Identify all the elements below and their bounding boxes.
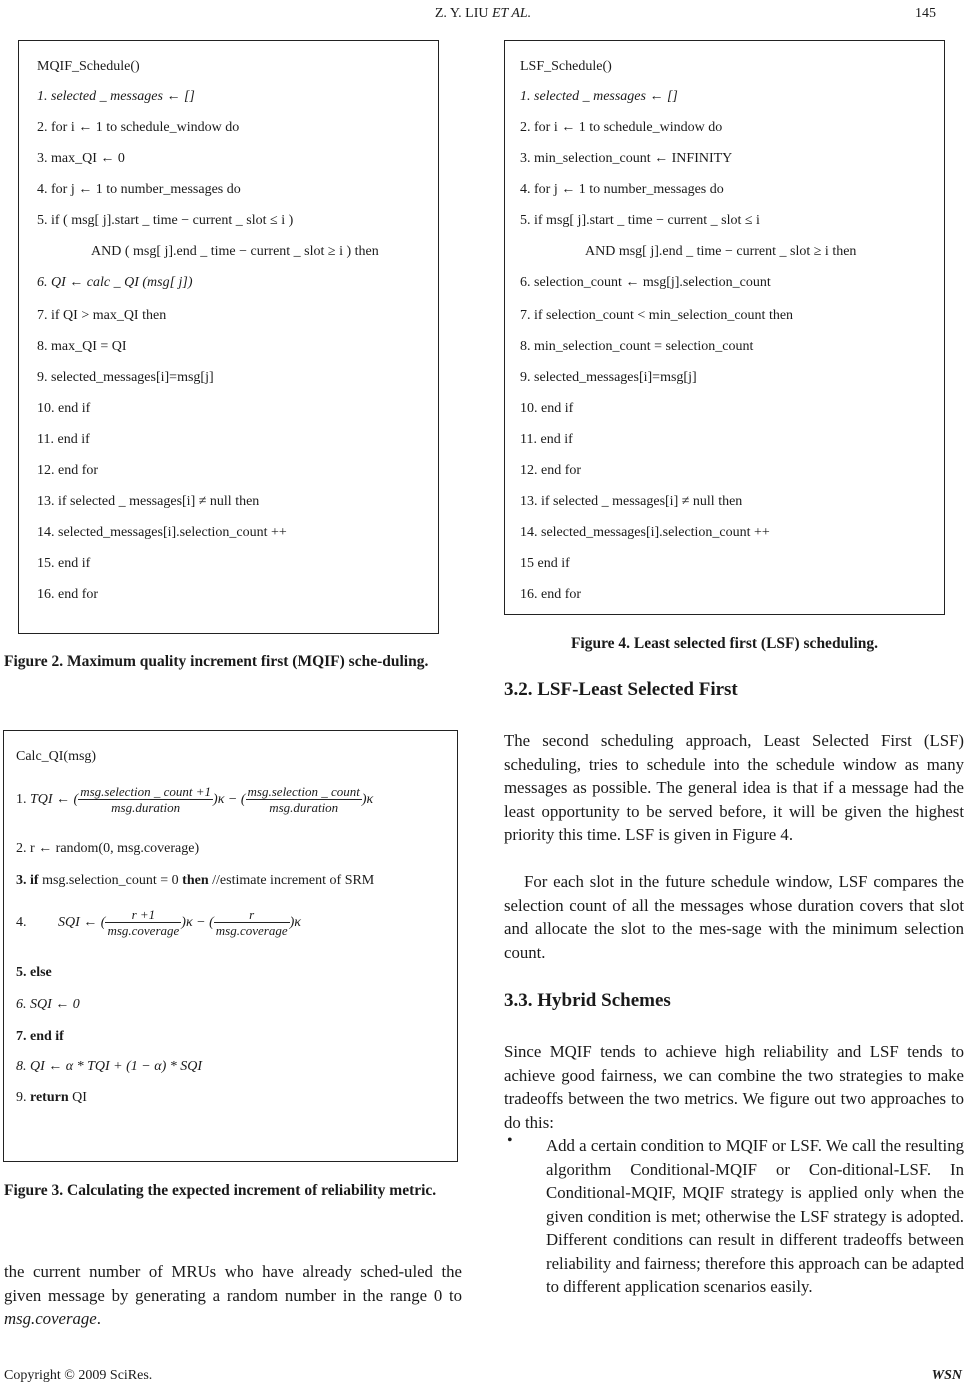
mqif-line: 14. selected_messages[i].selection_count ++ [37,525,287,540]
mqif-line: 5. if ( msg[ j].start _ time − current _ slot ≤ i ) [37,213,294,228]
bullet-item-1: Add a certain condition to MQIF or LSF. We call the resulting algorithm Conditional-MQIF or Con-ditional-LSF. In Conditional-MQIF, MQIF strategy is applied only when the given condition is met; otherwise the LSF strategy is adopted. Different conditions can result in different tradeoffs between reliability and fairness; therefore this approach can be adapted to different application scenarios easily. [546,1136,964,1296]
lsf-line: 10. end if [520,401,574,416]
figure-4-caption: Figure 4. Least selected first (LSF) scheduling. [570,635,879,652]
lsf-line: 15 end if [520,556,570,571]
section-3-2-heading: 3.2. LSF-Least Selected First [504,679,738,700]
lsf-line: 14. selected_messages[i].selection_count ++ [520,525,770,540]
calc-line-5: 5. else [16,965,52,980]
mqif-line: 1. selected _ messages ← [] [37,89,195,104]
mqif-line: 3. max_QI ← 0 [37,151,125,166]
tqi-fraction-2: $\frac{\text{msg.selection \_ count}}{\text{msg.duration}}$ [247,784,360,816]
lsf-line: 16. end for [520,587,582,602]
calc-line-7: 7. end if [16,1029,64,1044]
lsf-algorithm-box [504,40,945,615]
lsf-line: 11. end if [520,432,573,447]
section-3-2-paragraph-1: The second scheduling approach, Least Selected First (LSF) scheduling, tries to schedule into the schedule window as many messages as possible. The general idea is that if a message had the least opportunity to be served before, it will be given the highest priority this time. LSF is given in Figure 4. [504,731,964,844]
section-3-3-paragraph: Since MQIF tends to achieve high reliability and LSF tends to achieve good fairness, we can combine the two strategies to make tradeoffs between the two metrics. We figure out two approaches to do this: [504,1042,964,1132]
mqif-line: AND ( msg[ j].end _ time − current _ slot ≥ i ) then [91,244,379,259]
lsf-line: 9. selected_messages[i]=msg[j] [520,370,697,385]
lsf-line: 6. selection_count ← msg[j].selection_count [520,275,771,290]
running-head-etal: ET AL. [492,6,532,21]
running-head [0,6,966,22]
calc-title: Calc_QI(msg) [16,749,97,764]
tqi-end: )κ [361,792,374,807]
sqi-fraction-1: $\frac{r +1}{\text{msg.coverage}}$ [107,907,180,939]
mqif-line: 4. for j ← 1 to number_messages do [37,182,241,197]
mqif-line: 16. end for [37,587,99,602]
sqi-fraction-2: $\frac{r}{\text{msg.coverage}}$ [215,907,288,939]
section-3-2-paragraph-2: For each slot in the future schedule window, LSF compares the selection count of all the messages whose duration covers that slot and allocate the slot to the mes-sage with the minimum selection count. [504,872,964,962]
calc-line-2: 2. r ← random(0, msg.coverage) [16,841,200,856]
calc-line-8: 8. QI ← α * TQI + (1 − α) * SQI [16,1059,203,1074]
footer-journal: WSN [931,1368,962,1383]
mqif-line: MQIF_Schedule() [37,59,140,74]
lsf-line: 12. end for [520,463,582,478]
bullet-icon: • [507,1132,513,1149]
lsf-line: 8. min_selection_count = selection_count [520,339,754,354]
mqif-line: 2. for i ← 1 to schedule_window do [37,120,240,135]
mqif-algorithm-box [18,40,439,634]
lsf-line: 5. if msg[ j].start _ time − current _ slot ≤ i [520,213,760,228]
lsf-line: 4. for j ← 1 to number_messages do [520,182,724,197]
lsf-line: 7. if selection_count < min_selection_count then [520,308,794,323]
figure-2-caption: Figure 2. Maximum quality increment first (MQIF) sche-duling. [4,653,429,670]
calc-line-9: 9. return QI [16,1090,87,1105]
mqif-line: 13. if selected _ messages[i] ≠ null then [37,494,260,509]
calc-line-1 [16,783,373,817]
line-number: 4. [16,915,27,930]
lsf-line: 2. for i ← 1 to schedule_window do [520,120,723,135]
mqif-line: 7. if QI > max_QI then [37,308,167,323]
calc-line-6: 6. SQI ← 0 [16,997,80,1012]
mqif-line: 12. end for [37,463,99,478]
tqi-mid: )κ − ( [213,792,246,807]
mqif-line: 6. QI ← calc _ QI (msg[ j]) [37,275,193,290]
page-number: 145 [915,6,936,21]
footer-copyright: Copyright © 2009 SciRes. [4,1368,153,1383]
running-head-authors: Z. Y. LIU [434,6,492,21]
calc-line-4 [16,906,301,940]
line-number: 1. [16,792,27,807]
page-header [0,6,966,30]
mqif-line: 15. end if [37,556,91,571]
tqi-fraction-1: $\frac{\text{msg.selection \_ count +1}}{\text{msg.duration}}$ [80,784,212,816]
lsf-line: 1. selected _ messages ← [] [520,89,678,104]
sqi-label: SQI ← ( [58,915,106,930]
sqi-mid: )κ − ( [181,915,214,930]
mqif-line: 8. max_QI = QI [37,339,127,354]
section-3-3-heading: 3.3. Hybrid Schemes [504,990,671,1011]
lsf-line: LSF_Schedule() [520,59,612,74]
calc-line-3: 3. if msg.selection_count = 0 then //estimate increment of SRM [16,873,375,888]
mqif-line: 10. end if [37,401,91,416]
lsf-line: 3. min_selection_count ← INFINITY [520,151,733,166]
lsf-line: AND msg[ j].end _ time − current _ slot ≥ i then [585,244,857,259]
lsf-line: 13. if selected _ messages[i] ≠ null then [520,494,743,509]
calc-qi-box [3,730,458,1162]
tqi-label: TQI ← ( [30,792,79,807]
sqi-end: )κ [289,915,302,930]
mqif-line: 9. selected_messages[i]=msg[j] [37,370,214,385]
mqif-line: 11. end if [37,432,90,447]
left-paragraph: the current number of MRUs who have already sched-uled the given message by generating a random number in the range 0 to msg.coverage. [4,1262,462,1328]
figure-3-caption: Figure 3. Calculating the expected increment of reliability metric. [4,1182,437,1199]
